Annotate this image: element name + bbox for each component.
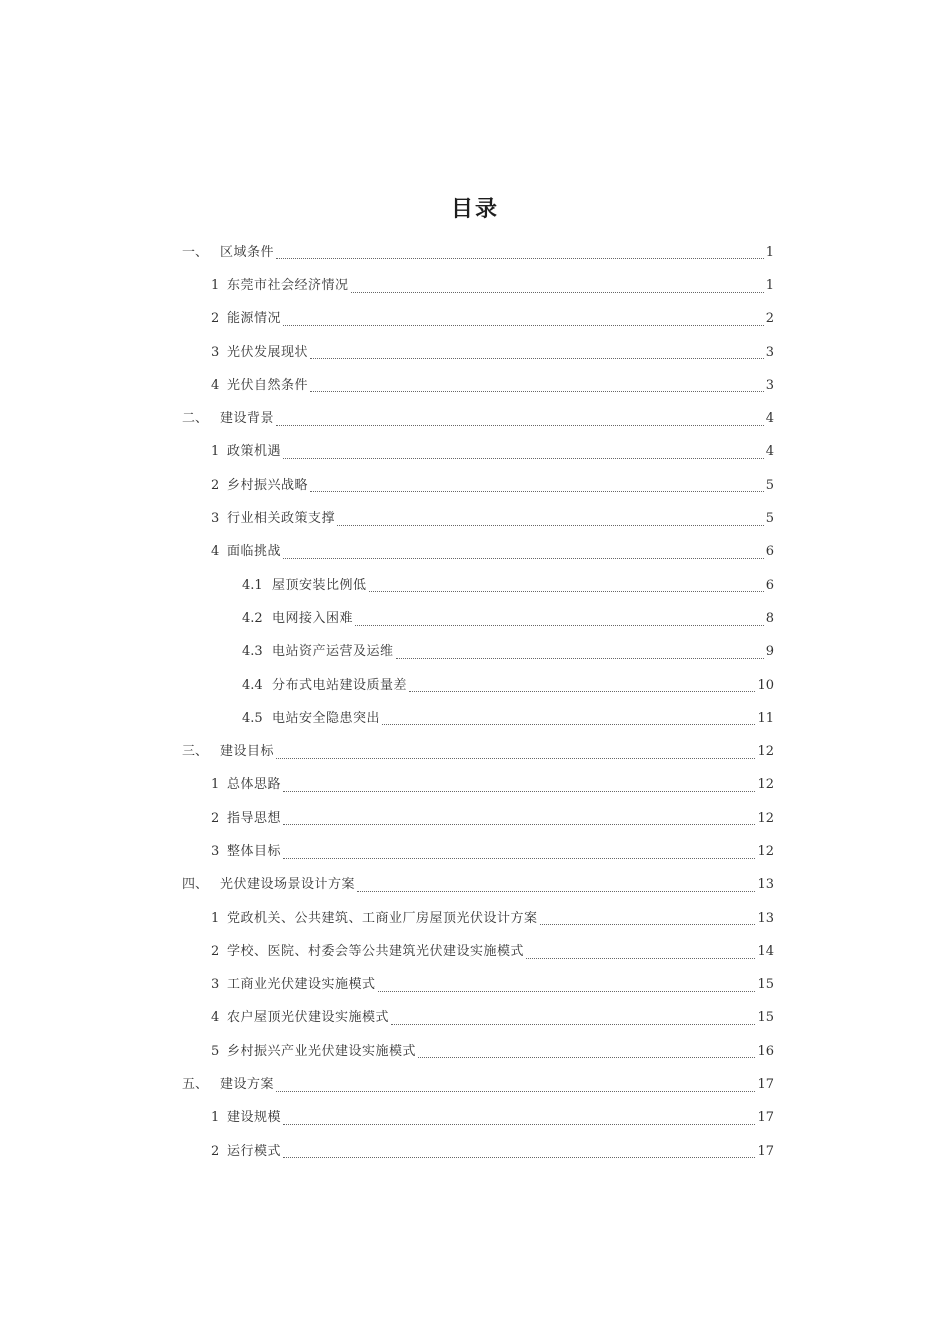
toc-entry-page-number: 15 <box>757 1010 774 1026</box>
toc-entry-title: 乡村振兴产业光伏建设实施模式 <box>227 1043 417 1059</box>
toc-entry[interactable] <box>182 569 774 602</box>
toc-entry-number: 4 <box>211 377 220 393</box>
toc-entry-page-number: 6 <box>765 544 774 560</box>
toc-dot-leader <box>276 424 764 426</box>
toc-entry-page-number: 4 <box>765 411 774 427</box>
toc-entry[interactable] <box>182 369 774 402</box>
toc-dot-leader <box>276 1090 755 1092</box>
toc-entry-page-number: 11 <box>757 710 774 726</box>
toc-entry-page-number: 12 <box>757 810 774 826</box>
toc-entry-title: 光伏自然条件 <box>227 377 309 393</box>
toc-entry-title: 面临挑战 <box>227 544 282 560</box>
toc-dot-leader <box>409 690 755 692</box>
toc-entry-title: 能源情况 <box>227 311 282 327</box>
toc-entry-page-number: 3 <box>765 344 774 360</box>
toc-entry-title: 指导思想 <box>227 810 282 826</box>
toc-entry-title: 行业相关政策支撑 <box>227 511 336 527</box>
toc-dot-leader <box>283 1156 755 1158</box>
toc-dot-leader <box>369 590 764 592</box>
toc-dot-leader <box>310 390 764 392</box>
toc-entry-title: 区域条件 <box>220 244 275 260</box>
toc-entry-title: 分布式电站建设质量差 <box>272 677 408 693</box>
toc-entry[interactable] <box>182 1035 774 1068</box>
toc-entry-number: 5 <box>211 1043 220 1059</box>
toc-dot-leader <box>276 757 755 759</box>
toc-entry[interactable] <box>182 336 774 369</box>
toc-entry[interactable] <box>182 536 774 569</box>
toc-dot-leader <box>418 1056 755 1058</box>
toc-entry-page-number: 16 <box>757 1043 774 1059</box>
toc-entry[interactable] <box>182 436 774 469</box>
toc-entry[interactable] <box>182 1068 774 1101</box>
toc-entry[interactable] <box>182 269 774 302</box>
toc-entry-page-number: 8 <box>765 610 774 626</box>
toc-dot-leader <box>283 823 755 825</box>
toc-entry[interactable] <box>182 735 774 768</box>
toc-entry-page-number: 14 <box>757 943 774 959</box>
toc-entry[interactable] <box>182 602 774 635</box>
toc-entry-page-number: 5 <box>765 477 774 493</box>
toc-dot-leader <box>540 923 756 925</box>
toc-entry-title: 农户屋顶光伏建设实施模式 <box>227 1010 390 1026</box>
toc-entry-page-number: 6 <box>765 577 774 593</box>
toc-entry-number: 3 <box>211 511 220 527</box>
toc-entry-page-number: 5 <box>765 511 774 527</box>
toc-entry-number: 4 <box>211 1010 220 1026</box>
toc-entry-page-number: 13 <box>757 910 774 926</box>
toc-entry-number: 4 <box>211 544 220 560</box>
toc-dot-leader <box>357 890 755 892</box>
toc-entry[interactable] <box>182 902 774 935</box>
toc-entry-number: 1 <box>211 277 220 293</box>
toc-entry-page-number: 4 <box>765 444 774 460</box>
toc-entry-number: 一、 <box>182 244 209 260</box>
toc-entry[interactable] <box>182 402 774 435</box>
toc-dot-leader <box>310 490 764 492</box>
toc-entry-title: 屋顶安装比例低 <box>272 577 367 593</box>
toc-entry-title: 建设目标 <box>220 744 275 760</box>
toc-dot-leader <box>283 790 755 792</box>
toc-entry-title: 政策机遇 <box>227 444 282 460</box>
toc-entry[interactable] <box>182 502 774 535</box>
toc-entry-number: 4.1 <box>242 577 263 593</box>
toc-entry-title: 电站安全隐患突出 <box>272 710 381 726</box>
toc-entry-number: 2 <box>211 1143 220 1159</box>
toc-entry-page-number: 1 <box>765 244 774 260</box>
toc-entry-number: 1 <box>211 1110 220 1126</box>
toc-entry[interactable] <box>182 835 774 868</box>
toc-entry-number: 1 <box>211 777 220 793</box>
toc-entry[interactable] <box>182 669 774 702</box>
toc-dot-leader <box>355 624 764 626</box>
toc-dot-leader <box>283 557 764 559</box>
toc-dot-leader <box>526 957 755 959</box>
toc-entry-number: 2 <box>211 477 220 493</box>
toc-entry-title: 建设方案 <box>220 1077 275 1093</box>
toc-entry-number: 3 <box>211 843 220 859</box>
toc-dot-leader <box>283 324 764 326</box>
toc-entry[interactable] <box>182 1102 774 1135</box>
toc-entry-page-number: 10 <box>757 677 774 693</box>
toc-entry-number: 2 <box>211 311 220 327</box>
toc-dot-leader <box>382 723 755 725</box>
toc-entry-page-number: 12 <box>757 744 774 760</box>
toc-entry-page-number: 3 <box>765 377 774 393</box>
toc-entry-page-number: 15 <box>757 977 774 993</box>
toc-entry-number: 三、 <box>182 744 209 760</box>
toc-entry-title: 整体目标 <box>227 843 282 859</box>
toc-title: 目录 <box>450 196 499 222</box>
toc-dot-leader <box>391 1023 755 1025</box>
toc-entry-number: 2 <box>211 943 220 959</box>
toc-entry[interactable] <box>182 869 774 902</box>
toc-entry-number: 3 <box>211 977 220 993</box>
toc-entry-page-number: 2 <box>765 311 774 327</box>
toc-entry[interactable] <box>182 1135 774 1168</box>
toc-entry-title: 总体思路 <box>227 777 282 793</box>
toc-entry-title: 电网接入困难 <box>272 610 354 626</box>
toc-entry[interactable] <box>182 303 774 336</box>
toc-entry[interactable] <box>182 1002 774 1035</box>
toc-entry-number: 4.3 <box>242 644 263 660</box>
toc-entry-page-number: 17 <box>757 1143 774 1159</box>
toc-entry-page-number: 17 <box>757 1077 774 1093</box>
toc-entry-title: 建设规模 <box>227 1110 282 1126</box>
toc-entry-title: 工商业光伏建设实施模式 <box>227 977 376 993</box>
toc-entry-page-number: 17 <box>757 1110 774 1126</box>
toc-entry-number: 4.2 <box>242 610 263 626</box>
toc-entry-number: 二、 <box>182 411 209 427</box>
toc-entry[interactable] <box>182 935 774 968</box>
toc-dot-leader <box>276 257 764 259</box>
toc-dot-leader <box>283 457 764 459</box>
toc-entry-page-number: 13 <box>757 877 774 893</box>
toc-dot-leader <box>310 357 764 359</box>
toc-dot-leader <box>396 657 764 659</box>
toc-entry-title: 建设背景 <box>220 411 275 427</box>
toc-entry[interactable] <box>182 769 774 802</box>
toc-dot-leader <box>351 291 764 293</box>
toc-entry-title: 电站资产运营及运维 <box>272 644 394 660</box>
toc-entry-title: 乡村振兴战略 <box>227 477 309 493</box>
toc-entry-title: 光伏建设场景设计方案 <box>220 877 356 893</box>
toc-dot-leader <box>283 1123 755 1125</box>
toc-entry-page-number: 9 <box>765 644 774 660</box>
toc-entry[interactable] <box>182 636 774 669</box>
toc-entry[interactable] <box>182 969 774 1002</box>
toc-entry-page-number: 12 <box>757 843 774 859</box>
toc-entry-number: 4.5 <box>242 710 263 726</box>
table-of-contents <box>182 236 774 1168</box>
toc-entry-title: 东莞市社会经济情况 <box>227 277 349 293</box>
toc-entry-page-number: 1 <box>765 277 774 293</box>
toc-entry-number: 4.4 <box>242 677 263 693</box>
toc-entry[interactable] <box>182 702 774 735</box>
toc-entry-title: 党政机关、公共建筑、工商业厂房屋顶光伏设计方案 <box>227 910 538 926</box>
toc-dot-leader <box>337 524 764 526</box>
toc-entry-title: 运行模式 <box>227 1143 282 1159</box>
toc-entry-page-number: 12 <box>757 777 774 793</box>
toc-entry-number: 1 <box>211 910 220 926</box>
toc-entry-title: 学校、医院、村委会等公共建筑光伏建设实施模式 <box>227 943 525 959</box>
toc-entry[interactable] <box>182 469 774 502</box>
toc-dot-leader <box>283 857 755 859</box>
toc-entry[interactable] <box>182 236 774 269</box>
toc-entry-number: 2 <box>211 810 220 826</box>
toc-dot-leader <box>378 990 756 992</box>
toc-entry[interactable] <box>182 802 774 835</box>
toc-entry-number: 五、 <box>182 1077 209 1093</box>
toc-entry-title: 光伏发展现状 <box>227 344 309 360</box>
toc-entry-number: 3 <box>211 344 220 360</box>
toc-entry-number: 1 <box>211 444 220 460</box>
toc-entry-number: 四、 <box>182 877 209 893</box>
